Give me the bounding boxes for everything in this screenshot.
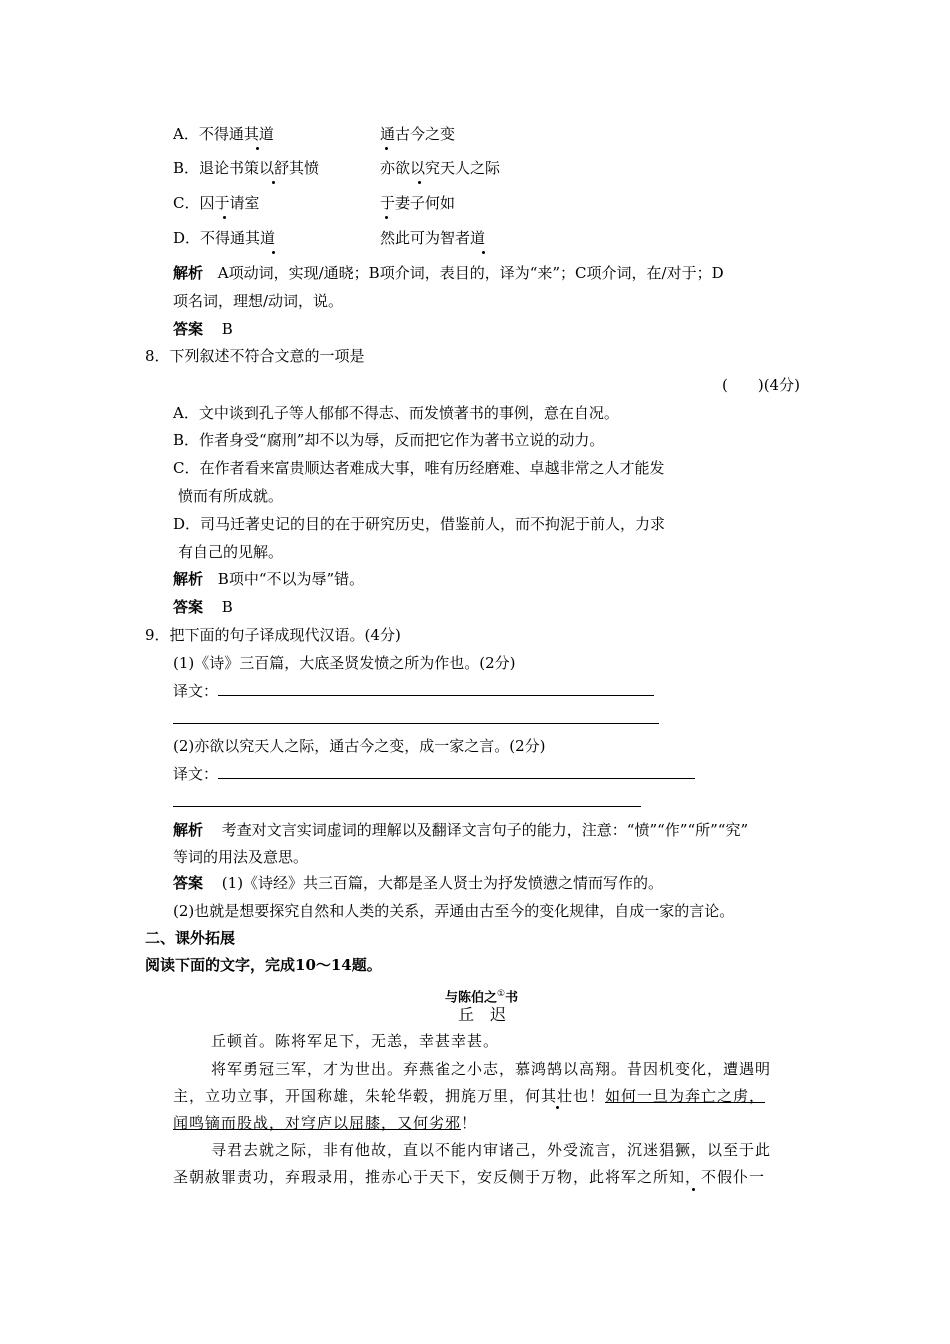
passage-paragraph-1: 丘顿首。陈将军足下，无恙，幸甚幸甚。 bbox=[211, 1032, 500, 1050]
analysis-label: 解析 bbox=[173, 821, 204, 839]
answer-blank[interactable] bbox=[173, 806, 641, 807]
q7-option-c-right: 于妻子何如 bbox=[380, 194, 456, 212]
q8-score: ( )(4分) bbox=[722, 376, 800, 394]
q7-option-b bbox=[173, 158, 319, 178]
q7-option-b-left: B．退论书策以舒其愤 bbox=[173, 159, 320, 177]
passage-author: 丘 迟 bbox=[458, 1005, 507, 1024]
answer-value: B bbox=[221, 320, 233, 338]
q9-sentence-2: (2)亦欲以究天人之际，通古今之变，成一家之言。(2分) bbox=[173, 737, 546, 755]
footnote-marker: ① bbox=[497, 989, 506, 999]
emphasis-dot bbox=[692, 1188, 695, 1191]
analysis-text: 考查对文言实词虚词的理解以及翻译文言句子的能力，注意：“愤”“作”“所”“究” bbox=[221, 821, 749, 839]
q7-answer bbox=[173, 319, 233, 339]
q7-option-a-left: A．不得通其道 bbox=[173, 125, 274, 143]
answer-blank[interactable] bbox=[218, 681, 654, 696]
q7-option-d bbox=[173, 228, 275, 248]
emphasis-dot bbox=[272, 251, 275, 254]
passage-paragraph-2-line2 bbox=[173, 1086, 765, 1106]
passage-title-text: 与陈伯之 bbox=[445, 990, 498, 1006]
q8-option-d-line2: 有自己的见解。 bbox=[178, 543, 284, 561]
q9-translation-1 bbox=[173, 681, 654, 701]
answer-label: 答案 bbox=[173, 320, 204, 338]
emphasis-dot bbox=[556, 1106, 559, 1109]
emphasis-dot bbox=[385, 216, 388, 219]
answer-value: (1)《诗经》共三百篇，大都是圣人贤士为抒发愤懑之情而写作的。 bbox=[221, 874, 664, 892]
q9-stem: 9．把下面的句子译成现代汉语。(4分) bbox=[145, 626, 401, 644]
analysis-label: 解析 bbox=[173, 264, 204, 282]
section-heading: 二、课外拓展 bbox=[145, 929, 236, 947]
passage-text: 何其壮也！ bbox=[525, 1087, 606, 1105]
passage-title-text: 书 bbox=[505, 990, 519, 1006]
passage-paragraph-2-line3 bbox=[173, 1113, 477, 1133]
emphasis-dot bbox=[385, 147, 388, 150]
q7-option-d-left: D．不得通其道 bbox=[173, 229, 276, 247]
q7-option-d-right: 然此可为智者道 bbox=[380, 229, 486, 247]
q8-answer bbox=[173, 597, 233, 617]
passage-text: ！ bbox=[461, 1114, 478, 1132]
passage-paragraph-2-line1: 将军勇冠三军，才为世出。弃燕雀之小志，慕鸿鹄以高翔。昔因机变化，遭遇明 bbox=[211, 1060, 772, 1078]
q9-analysis-line1 bbox=[173, 820, 748, 840]
q7-option-b-right: 亦欲以究天人之际 bbox=[380, 159, 501, 177]
q8-stem: 8．下列叙述不符合文意的一项是 bbox=[145, 347, 365, 365]
answer-value: B bbox=[221, 598, 233, 616]
answer-blank[interactable] bbox=[218, 764, 695, 779]
emphasis-dot bbox=[482, 251, 485, 254]
analysis-text: B项中“不以为辱”错。 bbox=[217, 570, 365, 588]
q7-option-c bbox=[173, 193, 259, 213]
emphasis-dot bbox=[272, 181, 275, 184]
emphasis-dot bbox=[223, 216, 226, 219]
q8-option-c-line2: 愤而有所成就。 bbox=[178, 487, 284, 505]
q8-option-c-line1: C．在作者看来富贵顺达者难成大事，唯有历经磨难、卓越非常之人才能发 bbox=[173, 459, 665, 477]
passage-paragraph-3-line1: 寻君去就之际，非有他故，直以不能内审诸己，外受流言，沉迷猖獗，以至于此 bbox=[211, 1141, 772, 1159]
q9-translation-2 bbox=[173, 764, 695, 784]
q8-analysis bbox=[173, 569, 364, 589]
answer-label: 答案 bbox=[173, 598, 204, 616]
q7-analysis-line2: 项名词，理想/动词，说。 bbox=[173, 292, 344, 310]
analysis-label: 解析 bbox=[173, 570, 204, 588]
underlined-sentence: 如何一旦为奔亡之虏， bbox=[605, 1087, 766, 1105]
q7-option-c-left: C．囚于请室 bbox=[173, 194, 260, 212]
q9-answer-line1 bbox=[173, 873, 663, 893]
underlined-sentence: 闻鸣镝而股战，对穹庐以屈膝，又何劣邪 bbox=[173, 1114, 462, 1132]
q8-option-a: A．文中谈到孔子等人郁郁不得志、而发愤著书的事例，意在自况。 bbox=[173, 404, 619, 422]
answer-label: 答案 bbox=[173, 874, 204, 892]
section-instruction: 阅读下面的文字，完成10～14题。 bbox=[145, 956, 382, 974]
emphasis-dot bbox=[418, 181, 421, 184]
translation-label: 译文： bbox=[173, 682, 219, 700]
q7-option-a bbox=[173, 124, 274, 144]
emphasis-dot bbox=[256, 147, 259, 150]
passage-text: 主，立功立事，开国称雄，朱轮华毂，拥旄万里， bbox=[173, 1087, 526, 1105]
passage-paragraph-3-line2: 圣朝赦罪责功，弃瑕录用，推赤心于天下，安反侧于万物，此将军之所知，不假仆一 bbox=[173, 1168, 766, 1186]
q7-option-a-right: 通古今之变 bbox=[380, 125, 456, 143]
q9-answer-line2: (2)也就是想要探究自然和人类的关系，弄通由古至今的变化规律，自成一家的言论。 bbox=[173, 902, 735, 920]
answer-blank[interactable] bbox=[173, 723, 659, 724]
q8-option-b: B．作者身受“腐刑”却不以为辱，反而把它作为著书立说的动力。 bbox=[173, 431, 605, 449]
q9-analysis-line2: 等词的用法及意思。 bbox=[173, 848, 309, 866]
translation-label: 译文： bbox=[173, 765, 219, 783]
q8-option-d-line1: D．司马迁著史记的目的在于研究历史，借鉴前人，而不拘泥于前人，力求 bbox=[173, 515, 666, 533]
analysis-text: A项动词，实现/通晓；B项介词，表目的，译为“来”；C项介词，在/对于；D bbox=[217, 264, 724, 282]
q9-sentence-1: (1)《诗》三百篇，大底圣贤发愤之所为作也。(2分) bbox=[173, 654, 516, 672]
q7-analysis-line1 bbox=[173, 263, 724, 283]
